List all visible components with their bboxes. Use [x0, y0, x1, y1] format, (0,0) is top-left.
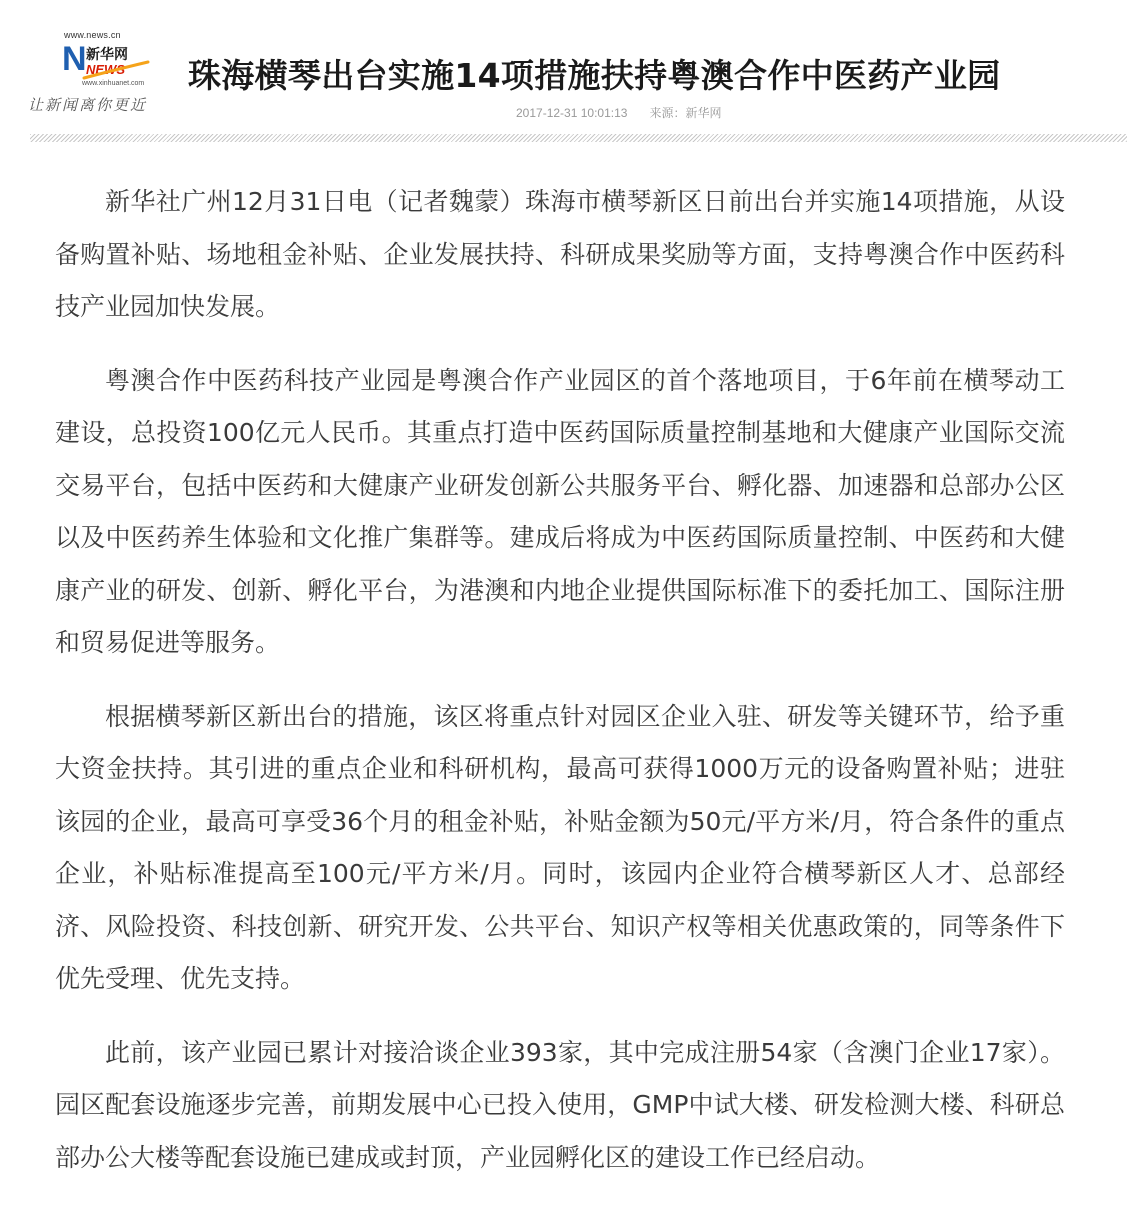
logo-url-bottom: www.xinhuanet.com	[82, 80, 145, 87]
article-meta	[516, 104, 721, 121]
article-paragraph: 粤澳合作中医药科技产业园是粤澳合作产业园区的首个落地项目，于6年前在横琴动工建设，总投资100亿元人民币。其重点打造中医药国际质量控制基地和大健康产业国际交流交易平台，包括中医药和大健康产业研发创新公共服务平台、孵化器、加速器和总部办公区以及中医药养生体验和文化推广集群等。建成后将成为中医药国际质量控制、中医药和大健康产业的研发、创新、孵化平台，为港澳和内地企业提供国际标准下的委托加工、国际注册和贸易促进等服务。	[55, 365, 1065, 657]
article-header	[0, 0, 1127, 150]
logo-news-text: NEWS	[86, 62, 125, 77]
logo-slogan: 让新闻离你更近	[28, 96, 148, 114]
article-title: 珠海横琴出台实施14项措施扶持粤澳合作中医药产业园	[188, 56, 1001, 95]
article-paragraph: 新华社广州12月31日电（记者魏蒙）珠海市横琴新区日前出台并实施14项措施，从设备购置补贴、场地租金补贴、企业发展扶持、科研成果奖励等方面，支持粤澳合作中医药科技产业园加快发展。	[55, 187, 1065, 321]
header-divider	[30, 134, 1127, 142]
logo-url-top: www.news.cn	[64, 30, 121, 40]
article-paragraph: 此前，该产业园已累计对接洽谈企业393家，其中完成注册54家（含澳门企业17家）。园区配套设施逐步完善，前期发展中心已投入使用，GMP中试大楼、研发检测大楼、科研总部办公大楼等配套设施已建成或封顶，产业园孵化区的建设工作已经启动。	[55, 1037, 1065, 1172]
xinhuanet-logo[interactable]	[28, 30, 168, 120]
svg-text:N: N	[62, 40, 87, 78]
article-date: 2017-12-31 10:01:13	[516, 106, 628, 120]
article-source[interactable]: 来源：新华网	[649, 106, 722, 120]
news-logo-icon	[62, 40, 152, 80]
article-body	[55, 176, 1065, 1205]
article-paragraph: 根据横琴新区新出台的措施，该区将重点针对园区企业入驻、研发等关键环节，给予重大资金扶持。其引进的重点企业和科研机构，最高可获得1000万元的设备购置补贴；进驻该园的企业，最高可享受36个月的租金补贴，补贴金额为50元/平方米/月，符合条件的重点企业，补贴标准提高至100元/平方米/月。同时，该园内企业符合横琴新区人才、总部经济、风险投资、科技创新、研究开发、公共平台、知识产权等相关优惠政策的，同等条件下优先受理、优先支持。	[55, 701, 1065, 993]
logo-brand-text: 新华网	[86, 47, 128, 63]
